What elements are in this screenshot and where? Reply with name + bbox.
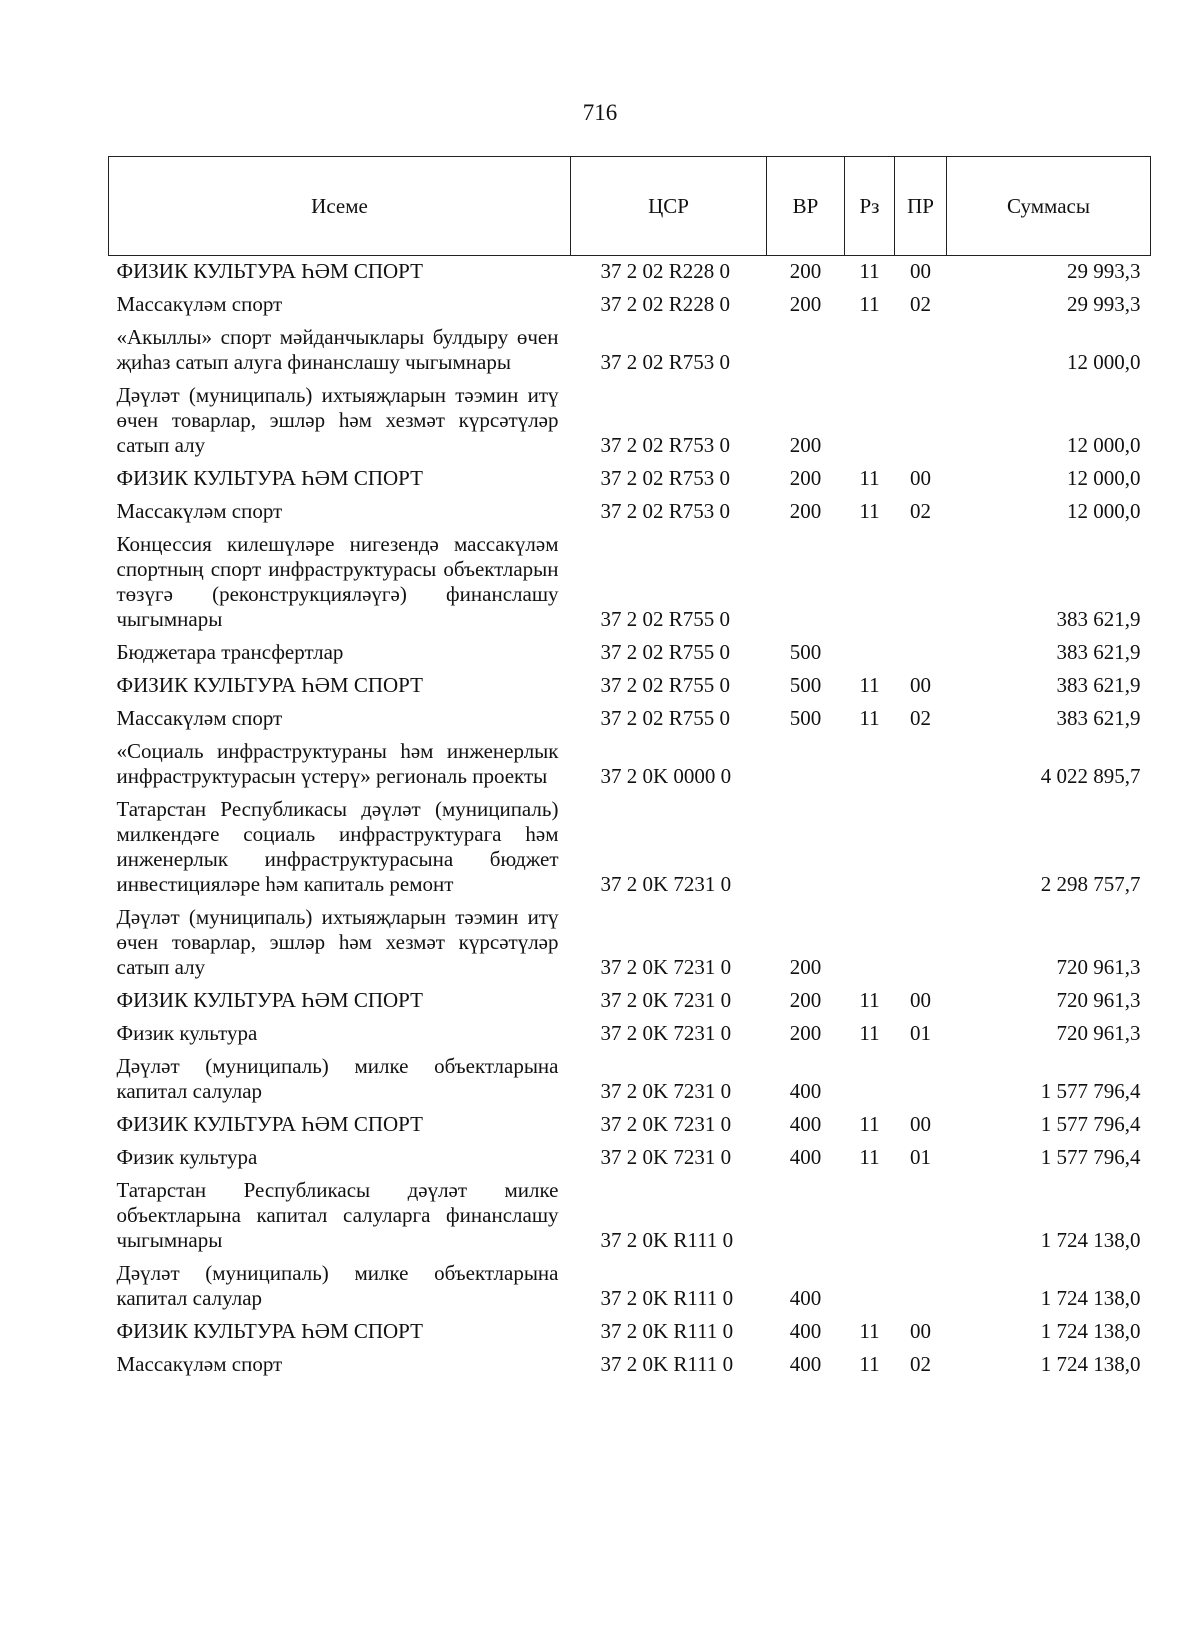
row-pr xyxy=(895,637,947,670)
row-rz xyxy=(845,1051,895,1109)
row-sum: 12 000,0 xyxy=(1067,499,1141,523)
row-vr: 400 xyxy=(789,1286,822,1310)
row-rz: 11 xyxy=(859,1112,880,1136)
row-sum: 4 022 895,7 xyxy=(1040,764,1141,788)
row-rz: 11 xyxy=(859,1352,880,1376)
row-csr: 37 2 02 R228 0 xyxy=(600,292,731,316)
table-header xyxy=(109,157,1151,256)
table-row xyxy=(109,496,1151,529)
row-rz: 11 xyxy=(859,466,880,490)
row-name: Физик культура xyxy=(116,1021,258,1045)
row-pr: 02 xyxy=(910,499,931,523)
row-vr: 400 xyxy=(789,1112,822,1136)
row-rz: 11 xyxy=(859,706,880,730)
row-sum: 383 621,9 xyxy=(1056,607,1141,631)
row-rz: 11 xyxy=(859,1021,880,1045)
row-name: ФИЗИК КУЛЬТУРА ҺӘМ СПОРТ xyxy=(116,673,423,697)
row-pr: 00 xyxy=(910,1112,931,1136)
row-sum: 12 000,0 xyxy=(1067,350,1141,374)
row-pr: 01 xyxy=(910,1021,931,1045)
table-row xyxy=(109,322,1151,380)
row-name: Дәүләт (муниципаль) милке объектларына капитал салулар xyxy=(116,1054,559,1103)
row-vr xyxy=(767,794,845,902)
row-pr xyxy=(895,1258,947,1316)
row-csr: 37 2 0K 7231 0 xyxy=(600,1112,732,1136)
row-vr: 200 xyxy=(789,499,822,523)
row-sum: 1 724 138,0 xyxy=(1040,1352,1141,1376)
row-name: Дәүләт (муниципаль) ихтыяҗларын тәэмин итү өчен товарлар, эшләр һәм хезмәт күрсәтүләр сатып алу xyxy=(116,383,559,457)
row-vr: 200 xyxy=(789,292,822,316)
header-name: Исеме xyxy=(109,157,571,256)
row-sum: 1 724 138,0 xyxy=(1040,1228,1141,1252)
row-pr xyxy=(895,794,947,902)
row-csr: 37 2 02 R755 0 xyxy=(600,640,731,664)
row-vr: 200 xyxy=(789,1021,822,1045)
row-csr: 37 2 02 R755 0 xyxy=(600,706,731,730)
row-csr: 37 2 02 R753 0 xyxy=(600,466,731,490)
row-vr xyxy=(767,529,845,637)
row-csr: 37 2 0K 7231 0 xyxy=(600,988,732,1012)
table-row xyxy=(109,1109,1151,1142)
budget-table xyxy=(108,156,1151,1382)
row-vr: 400 xyxy=(789,1145,822,1169)
row-csr: 37 2 02 R755 0 xyxy=(600,673,731,697)
row-rz xyxy=(845,902,895,985)
row-pr: 02 xyxy=(910,1352,931,1376)
header-vr: ВР xyxy=(767,157,845,256)
row-name: Татарстан Республикасы дәүләт (муниципаль) милкендәге социаль инфраструктурага һәм инженерлык инфраструктурасына бюджет инвестицияләре һәм капиталь ремонт xyxy=(116,797,559,896)
row-sum: 720 961,3 xyxy=(1056,1021,1141,1045)
row-csr: 37 2 0K R111 0 xyxy=(600,1319,734,1343)
row-pr xyxy=(895,736,947,794)
row-csr: 37 2 02 R228 0 xyxy=(600,259,731,283)
table-row xyxy=(109,902,1151,985)
table-row xyxy=(109,380,1151,463)
page-number: 716 xyxy=(582,100,618,125)
row-rz: 11 xyxy=(859,499,880,523)
row-rz xyxy=(845,529,895,637)
row-name: «Акыллы» спорт мәйданчыклары булдыру өчен җиһаз сатып алуга финанслашу чыгымнары xyxy=(116,325,559,374)
row-name: ФИЗИК КУЛЬТУРА ҺӘМ СПОРТ xyxy=(116,259,423,283)
table-row xyxy=(109,736,1151,794)
row-sum: 29 993,3 xyxy=(1067,259,1141,283)
row-name: Концессия килешүләре нигезендә массакүләм спортның спорт инфраструктурасы объектларын төзүгә (реконструкцияләүгә) финанслашу чыгымнары xyxy=(116,532,559,631)
table-row xyxy=(109,794,1151,902)
row-vr: 200 xyxy=(789,955,822,979)
header-sum: Суммасы xyxy=(947,157,1151,256)
row-pr xyxy=(895,322,947,380)
row-sum: 1 724 138,0 xyxy=(1040,1319,1141,1343)
row-pr: 00 xyxy=(910,673,931,697)
row-csr: 37 2 02 R753 0 xyxy=(600,350,731,374)
row-name: ФИЗИК КУЛЬТУРА ҺӘМ СПОРТ xyxy=(116,466,423,490)
row-csr: 37 2 0K 0000 0 xyxy=(600,764,732,788)
row-sum: 383 621,9 xyxy=(1056,640,1141,664)
row-sum: 383 621,9 xyxy=(1056,673,1141,697)
row-vr: 500 xyxy=(789,706,822,730)
row-sum: 1 724 138,0 xyxy=(1040,1286,1141,1310)
row-name: Дәүләт (муниципаль) милке объектларына капитал салулар xyxy=(116,1261,559,1310)
row-rz: 11 xyxy=(859,292,880,316)
row-vr: 400 xyxy=(789,1079,822,1103)
row-rz: 11 xyxy=(859,988,880,1012)
row-pr xyxy=(895,902,947,985)
row-csr: 37 2 0K 7231 0 xyxy=(600,1021,732,1045)
row-pr: 00 xyxy=(910,466,931,490)
table-row xyxy=(109,529,1151,637)
table-body xyxy=(109,256,1151,1383)
row-pr xyxy=(895,380,947,463)
row-name: Массакүләм спорт xyxy=(116,292,283,316)
row-rz xyxy=(845,1258,895,1316)
row-vr: 200 xyxy=(789,433,822,457)
row-rz: 11 xyxy=(859,1145,880,1169)
row-vr: 500 xyxy=(789,673,822,697)
row-vr: 400 xyxy=(789,1352,822,1376)
row-rz xyxy=(845,322,895,380)
row-csr: 37 2 0K 7231 0 xyxy=(600,872,732,896)
row-pr xyxy=(895,529,947,637)
table-row xyxy=(109,256,1151,290)
table-row xyxy=(109,1142,1151,1175)
table-row xyxy=(109,1316,1151,1349)
row-csr: 37 2 02 R753 0 xyxy=(600,499,731,523)
row-sum: 720 961,3 xyxy=(1056,955,1141,979)
row-vr: 200 xyxy=(789,466,822,490)
row-name: Дәүләт (муниципаль) ихтыяҗларын тәэмин итү өчен товарлар, эшләр һәм хезмәт күрсәтүләр сатып алу xyxy=(116,905,559,979)
row-sum: 2 298 757,7 xyxy=(1040,872,1141,896)
row-pr: 00 xyxy=(910,988,931,1012)
row-csr: 37 2 0K R111 0 xyxy=(600,1228,734,1252)
row-csr: 37 2 0K 7231 0 xyxy=(600,1145,732,1169)
row-pr: 00 xyxy=(910,1319,931,1343)
row-sum: 12 000,0 xyxy=(1067,433,1141,457)
row-sum: 12 000,0 xyxy=(1067,466,1141,490)
row-rz xyxy=(845,1175,895,1258)
table-row xyxy=(109,1051,1151,1109)
row-rz xyxy=(845,736,895,794)
row-rz: 11 xyxy=(859,673,880,697)
row-rz xyxy=(845,380,895,463)
table-row xyxy=(109,985,1151,1018)
row-sum: 383 621,9 xyxy=(1056,706,1141,730)
row-name: Бюджетара трансфертлар xyxy=(116,640,344,664)
row-pr xyxy=(895,1051,947,1109)
row-vr: 500 xyxy=(789,640,822,664)
table-row xyxy=(109,1175,1151,1258)
header-csr: ЦСР xyxy=(571,157,767,256)
row-vr xyxy=(767,736,845,794)
row-pr: 01 xyxy=(910,1145,931,1169)
row-csr: 37 2 02 R755 0 xyxy=(600,607,731,631)
row-rz xyxy=(845,637,895,670)
row-vr: 200 xyxy=(789,988,822,1012)
table-row xyxy=(109,289,1151,322)
row-vr xyxy=(767,1175,845,1258)
row-csr: 37 2 0K R111 0 xyxy=(600,1286,734,1310)
row-rz: 11 xyxy=(859,1319,880,1343)
row-name: Физик культура xyxy=(116,1145,258,1169)
row-rz: 11 xyxy=(859,259,880,283)
row-pr: 00 xyxy=(910,259,931,283)
row-sum: 720 961,3 xyxy=(1056,988,1141,1012)
row-sum: 29 993,3 xyxy=(1067,292,1141,316)
row-sum: 1 577 796,4 xyxy=(1040,1079,1141,1103)
row-name: Массакүләм спорт xyxy=(116,499,283,523)
row-name: ФИЗИК КУЛЬТУРА ҺӘМ СПОРТ xyxy=(116,1112,423,1136)
row-sum: 1 577 796,4 xyxy=(1040,1145,1141,1169)
row-pr: 02 xyxy=(910,292,931,316)
table-row xyxy=(109,463,1151,496)
row-pr xyxy=(895,1175,947,1258)
table-row xyxy=(109,1349,1151,1382)
row-csr: 37 2 0K 7231 0 xyxy=(600,955,732,979)
row-name: Татарстан Республикасы дәүләт милке объектларына капитал салуларга финанслашу чыгымнары xyxy=(116,1178,559,1252)
row-name: «Социаль инфраструктураны һәм инженерлык инфраструктурасын үстерү» региональ проекты xyxy=(116,739,559,788)
table-row xyxy=(109,637,1151,670)
row-name: ФИЗИК КУЛЬТУРА ҺӘМ СПОРТ xyxy=(116,1319,423,1343)
row-name: Массакүләм спорт xyxy=(116,706,283,730)
row-pr: 02 xyxy=(910,706,931,730)
row-vr xyxy=(767,322,845,380)
row-csr: 37 2 0K 7231 0 xyxy=(600,1079,732,1103)
row-rz xyxy=(845,794,895,902)
table-row xyxy=(109,703,1151,736)
row-sum: 1 577 796,4 xyxy=(1040,1112,1141,1136)
row-name: ФИЗИК КУЛЬТУРА ҺӘМ СПОРТ xyxy=(116,988,423,1012)
row-vr: 400 xyxy=(789,1319,822,1343)
table-row xyxy=(109,1258,1151,1316)
row-csr: 37 2 02 R753 0 xyxy=(600,433,731,457)
table-row xyxy=(109,1018,1151,1051)
header-pr: ПР xyxy=(895,157,947,256)
row-csr: 37 2 0K R111 0 xyxy=(600,1352,734,1376)
table-row xyxy=(109,670,1151,703)
header-rz: Рз xyxy=(845,157,895,256)
row-name: Массакүләм спорт xyxy=(116,1352,283,1376)
row-vr: 200 xyxy=(789,259,822,283)
